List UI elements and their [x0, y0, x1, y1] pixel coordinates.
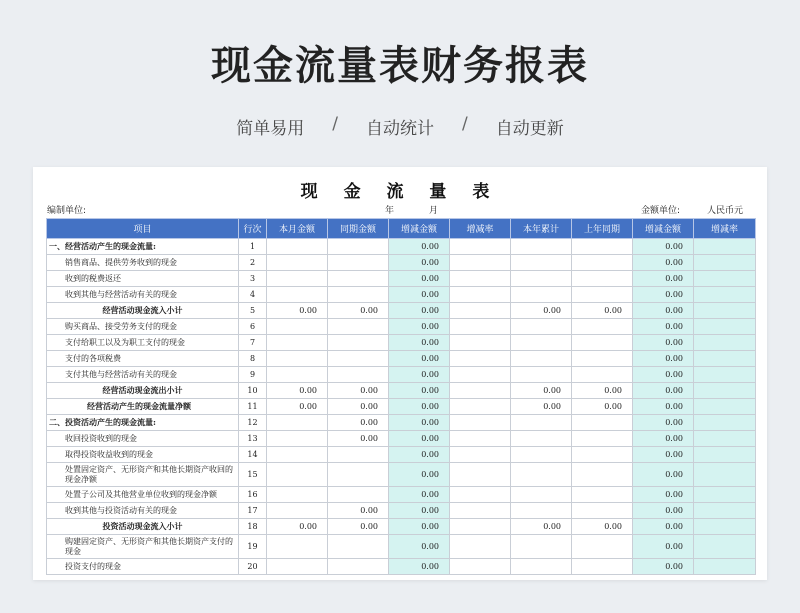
row-label[interactable]: 购买商品、接受劳务支付的现金 [47, 319, 239, 335]
value-cell[interactable]: 0.00 [328, 399, 389, 415]
value-cell[interactable]: 0.00 [389, 271, 450, 287]
value-cell[interactable] [694, 287, 756, 303]
value-cell[interactable]: 0.00 [511, 519, 572, 535]
value-cell[interactable]: 0.00 [572, 303, 633, 319]
row-index: 9 [239, 367, 267, 383]
value-cell[interactable] [694, 431, 756, 447]
value-cell[interactable]: 0.00 [633, 351, 694, 367]
value-cell[interactable] [267, 535, 328, 559]
value-cell[interactable] [694, 271, 756, 287]
value-cell[interactable] [572, 335, 633, 351]
row-label[interactable]: 支付的各项税费 [47, 351, 239, 367]
value-cell[interactable] [328, 463, 389, 487]
value-cell[interactable] [328, 535, 389, 559]
value-cell[interactable]: 0.00 [389, 287, 450, 303]
value-cell[interactable] [511, 447, 572, 463]
row-index: 3 [239, 271, 267, 287]
row-index: 1 [239, 239, 267, 255]
row-label[interactable]: 收到的税费返还 [47, 271, 239, 287]
value-cell[interactable] [267, 287, 328, 303]
table-row [47, 487, 756, 503]
row-label[interactable]: 经营活动现金流入小计 [47, 303, 239, 319]
row-index: 19 [239, 535, 267, 559]
value-cell[interactable]: 0.00 [572, 519, 633, 535]
row-label[interactable]: 取得投资收益收到的现金 [47, 447, 239, 463]
value-cell[interactable] [267, 271, 328, 287]
value-cell[interactable] [572, 431, 633, 447]
value-cell[interactable] [572, 287, 633, 303]
row-label[interactable]: 支付其他与经营活动有关的现金 [47, 367, 239, 383]
value-cell[interactable] [267, 367, 328, 383]
value-cell[interactable]: 0.00 [389, 383, 450, 399]
value-cell[interactable]: 0.00 [267, 303, 328, 319]
value-cell[interactable]: 0.00 [389, 431, 450, 447]
value-cell[interactable] [450, 367, 511, 383]
value-cell[interactable] [450, 487, 511, 503]
value-cell[interactable]: 0.00 [572, 383, 633, 399]
value-cell[interactable] [572, 271, 633, 287]
row-label[interactable]: 一、经营活动产生的现金流量: [47, 239, 239, 255]
value-cell[interactable] [328, 335, 389, 351]
value-cell[interactable] [572, 239, 633, 255]
value-cell[interactable] [267, 415, 328, 431]
value-cell[interactable]: 0.00 [633, 319, 694, 335]
row-index: 6 [239, 319, 267, 335]
value-cell[interactable]: 0.00 [389, 399, 450, 415]
table-row [47, 271, 756, 287]
table-row [47, 431, 756, 447]
value-cell[interactable]: 0.00 [633, 415, 694, 431]
value-cell[interactable]: 0.00 [511, 383, 572, 399]
value-cell[interactable]: 0.00 [633, 255, 694, 271]
value-cell[interactable] [572, 503, 633, 519]
value-cell[interactable] [511, 367, 572, 383]
row-index: 13 [239, 431, 267, 447]
column-header: 行次 [239, 219, 267, 239]
column-header: 本年累计 [511, 219, 572, 239]
value-cell[interactable]: 0.00 [633, 335, 694, 351]
value-cell[interactable] [267, 487, 328, 503]
value-cell[interactable] [572, 255, 633, 271]
value-cell[interactable] [511, 463, 572, 487]
value-cell[interactable]: 0.00 [633, 503, 694, 519]
value-cell[interactable] [572, 447, 633, 463]
value-cell[interactable] [450, 239, 511, 255]
value-cell[interactable] [328, 367, 389, 383]
value-cell[interactable] [450, 535, 511, 559]
value-cell[interactable]: 0.00 [389, 535, 450, 559]
column-header: 同期金额 [328, 219, 389, 239]
row-label[interactable]: 经营活动现金流出小计 [47, 383, 239, 399]
value-cell[interactable] [572, 319, 633, 335]
value-cell[interactable] [328, 287, 389, 303]
spreadsheet-preview [33, 167, 767, 580]
row-label[interactable]: 支付给职工以及为职工支付的现金 [47, 335, 239, 351]
table-row [47, 463, 756, 487]
value-cell[interactable]: 0.00 [389, 367, 450, 383]
value-cell[interactable]: 0.00 [389, 487, 450, 503]
value-cell[interactable] [450, 271, 511, 287]
table-row [47, 255, 756, 271]
value-cell[interactable] [694, 383, 756, 399]
value-cell[interactable] [511, 335, 572, 351]
value-cell[interactable]: 0.00 [633, 239, 694, 255]
value-cell[interactable] [694, 535, 756, 559]
sheet-title: 现 金 流 量 表 [300, 182, 500, 202]
separator: / [332, 114, 338, 134]
value-cell[interactable] [450, 447, 511, 463]
table-row [47, 319, 756, 335]
table-row [47, 239, 756, 255]
value-cell[interactable] [694, 319, 756, 335]
value-cell[interactable]: 0.00 [633, 447, 694, 463]
value-cell[interactable] [511, 287, 572, 303]
value-cell[interactable] [267, 559, 328, 575]
value-cell[interactable]: 0.00 [633, 559, 694, 575]
value-cell[interactable] [450, 351, 511, 367]
column-header: 增减率 [450, 219, 511, 239]
table-row [47, 519, 756, 535]
value-cell[interactable]: 0.00 [633, 287, 694, 303]
value-cell[interactable] [572, 351, 633, 367]
table-row [47, 535, 756, 559]
value-cell[interactable] [328, 487, 389, 503]
feature-tagline [0, 114, 800, 139]
value-cell[interactable] [694, 447, 756, 463]
value-cell[interactable] [328, 255, 389, 271]
row-label[interactable]: 经营活动产生的现金流量净额 [47, 399, 239, 415]
table-row [47, 447, 756, 463]
row-label[interactable]: 收到其他与经营活动有关的现金 [47, 287, 239, 303]
value-cell[interactable] [694, 559, 756, 575]
value-cell[interactable] [694, 503, 756, 519]
value-cell[interactable]: 0.00 [328, 383, 389, 399]
value-cell[interactable] [328, 559, 389, 575]
row-label[interactable]: 二、投资活动产生的现金流量: [47, 415, 239, 431]
row-index: 15 [239, 463, 267, 487]
feature-auto-stat: 自动统计 [366, 119, 434, 139]
month-label: 月 [429, 206, 439, 216]
column-header: 增减率 [694, 219, 756, 239]
value-cell[interactable] [450, 519, 511, 535]
value-cell[interactable] [511, 239, 572, 255]
column-header: 增减金额 [633, 219, 694, 239]
table-row [47, 383, 756, 399]
value-cell[interactable]: 0.00 [389, 335, 450, 351]
row-label[interactable]: 收回投资收到的现金 [47, 431, 239, 447]
value-cell[interactable]: 0.00 [633, 431, 694, 447]
value-cell[interactable] [511, 487, 572, 503]
feature-easy: 简单易用 [236, 119, 305, 139]
table-row [47, 367, 756, 383]
row-index: 17 [239, 503, 267, 519]
value-cell[interactable] [511, 431, 572, 447]
value-cell[interactable] [694, 415, 756, 431]
value-cell[interactable]: 0.00 [328, 503, 389, 519]
value-cell[interactable]: 0.00 [389, 447, 450, 463]
value-cell[interactable] [694, 335, 756, 351]
value-cell[interactable] [328, 239, 389, 255]
value-cell[interactable]: 0.00 [328, 415, 389, 431]
value-cell[interactable] [694, 351, 756, 367]
row-index: 7 [239, 335, 267, 351]
value-cell[interactable] [450, 287, 511, 303]
row-index: 16 [239, 487, 267, 503]
value-cell[interactable] [511, 415, 572, 431]
row-index: 4 [239, 287, 267, 303]
value-cell[interactable] [450, 335, 511, 351]
value-cell[interactable] [511, 351, 572, 367]
row-index: 10 [239, 383, 267, 399]
row-label[interactable]: 处置子公司及其他营业单位收到的现金净额 [47, 487, 239, 503]
value-cell[interactable] [511, 503, 572, 519]
value-cell[interactable] [511, 559, 572, 575]
value-cell[interactable]: 0.00 [633, 271, 694, 287]
value-cell[interactable] [694, 519, 756, 535]
value-cell[interactable] [267, 239, 328, 255]
value-cell[interactable] [450, 415, 511, 431]
value-cell[interactable]: 0.00 [389, 463, 450, 487]
value-cell[interactable] [511, 271, 572, 287]
value-cell[interactable] [267, 255, 328, 271]
column-header: 项目 [47, 219, 239, 239]
value-cell[interactable]: 0.00 [389, 415, 450, 431]
unit-label: 编制单位: [47, 206, 87, 216]
row-label[interactable]: 购建固定资产、无形资产和其他长期资产支付的现金 [47, 535, 239, 559]
value-cell[interactable]: 0.00 [389, 503, 450, 519]
value-cell[interactable]: 0.00 [328, 431, 389, 447]
page-title: 现金流量表财务报表 [211, 43, 589, 89]
value-cell[interactable]: 0.00 [389, 239, 450, 255]
value-cell[interactable] [511, 255, 572, 271]
value-cell[interactable] [328, 447, 389, 463]
value-cell[interactable] [572, 535, 633, 559]
row-index: 12 [239, 415, 267, 431]
value-cell[interactable] [267, 463, 328, 487]
row-index: 20 [239, 559, 267, 575]
value-cell[interactable] [694, 487, 756, 503]
table-row [47, 415, 756, 431]
value-cell[interactable] [328, 271, 389, 287]
feature-auto-update: 自动更新 [495, 119, 564, 139]
value-cell[interactable]: 0.00 [511, 303, 572, 319]
value-cell[interactable]: 0.00 [328, 519, 389, 535]
value-cell[interactable] [572, 487, 633, 503]
value-cell[interactable]: 0.00 [633, 367, 694, 383]
value-cell[interactable]: 0.00 [389, 351, 450, 367]
year-label: 年 [385, 206, 395, 216]
value-cell[interactable]: 0.00 [389, 319, 450, 335]
value-cell[interactable] [267, 319, 328, 335]
value-cell[interactable] [694, 463, 756, 487]
value-cell[interactable]: 0.00 [572, 399, 633, 415]
value-cell[interactable]: 0.00 [633, 463, 694, 487]
value-cell[interactable] [450, 383, 511, 399]
table-header-row [47, 219, 756, 239]
value-cell[interactable] [572, 559, 633, 575]
value-cell[interactable]: 0.00 [633, 487, 694, 503]
table-row [47, 303, 756, 319]
value-cell[interactable] [694, 303, 756, 319]
column-header: 上年同期 [572, 219, 633, 239]
value-cell[interactable] [511, 535, 572, 559]
row-index: 8 [239, 351, 267, 367]
value-cell[interactable]: 0.00 [633, 519, 694, 535]
table-row [47, 287, 756, 303]
value-cell[interactable] [450, 503, 511, 519]
row-index: 5 [239, 303, 267, 319]
value-cell[interactable] [267, 335, 328, 351]
table-row [47, 351, 756, 367]
table-row [47, 503, 756, 519]
value-cell[interactable] [572, 367, 633, 383]
value-cell[interactable] [450, 463, 511, 487]
value-cell[interactable] [267, 447, 328, 463]
value-cell[interactable]: 0.00 [511, 399, 572, 415]
value-cell[interactable] [267, 503, 328, 519]
value-cell[interactable]: 0.00 [633, 535, 694, 559]
value-cell[interactable]: 0.00 [389, 303, 450, 319]
table-row [47, 335, 756, 351]
value-cell[interactable]: 0.00 [267, 399, 328, 415]
value-cell[interactable] [450, 255, 511, 271]
value-cell[interactable] [450, 399, 511, 415]
value-cell[interactable]: 0.00 [633, 383, 694, 399]
value-cell[interactable] [267, 351, 328, 367]
value-cell[interactable]: 0.00 [389, 519, 450, 535]
table-row [47, 399, 756, 415]
row-label[interactable]: 收到其他与投资活动有关的现金 [47, 503, 239, 519]
row-index: 14 [239, 447, 267, 463]
row-label[interactable]: 投资支付的现金 [47, 559, 239, 575]
value-cell[interactable]: 0.00 [633, 399, 694, 415]
value-cell[interactable]: 0.00 [267, 519, 328, 535]
value-cell[interactable] [328, 319, 389, 335]
row-index: 18 [239, 519, 267, 535]
value-cell[interactable] [694, 255, 756, 271]
row-label[interactable]: 处置固定资产、无形资产和其他长期资产收回的现金净额 [47, 463, 239, 487]
row-label[interactable]: 销售商品、提供劳务收到的现金 [47, 255, 239, 271]
value-cell[interactable]: 0.00 [389, 255, 450, 271]
value-cell[interactable]: 0.00 [328, 303, 389, 319]
row-index: 2 [239, 255, 267, 271]
value-cell[interactable] [572, 463, 633, 487]
column-header: 本月金额 [267, 219, 328, 239]
value-cell[interactable] [572, 415, 633, 431]
value-cell[interactable] [450, 303, 511, 319]
amount-unit-label: 金额单位: [641, 206, 681, 216]
value-cell[interactable] [267, 431, 328, 447]
value-cell[interactable]: 0.00 [389, 559, 450, 575]
cash-flow-table [46, 218, 756, 575]
table-row [47, 559, 756, 575]
value-cell[interactable] [450, 319, 511, 335]
value-cell[interactable] [450, 559, 511, 575]
row-label[interactable]: 投资活动现金流入小计 [47, 519, 239, 535]
value-cell[interactable] [694, 239, 756, 255]
separator: / [462, 114, 468, 134]
value-cell[interactable] [450, 431, 511, 447]
column-header: 增减金额 [389, 219, 450, 239]
value-cell[interactable] [694, 367, 756, 383]
value-cell[interactable] [694, 399, 756, 415]
value-cell[interactable] [328, 351, 389, 367]
row-index: 11 [239, 399, 267, 415]
value-cell[interactable] [511, 319, 572, 335]
value-cell[interactable]: 0.00 [633, 303, 694, 319]
value-cell[interactable]: 0.00 [267, 383, 328, 399]
currency-label: 人民币元 [707, 206, 744, 216]
